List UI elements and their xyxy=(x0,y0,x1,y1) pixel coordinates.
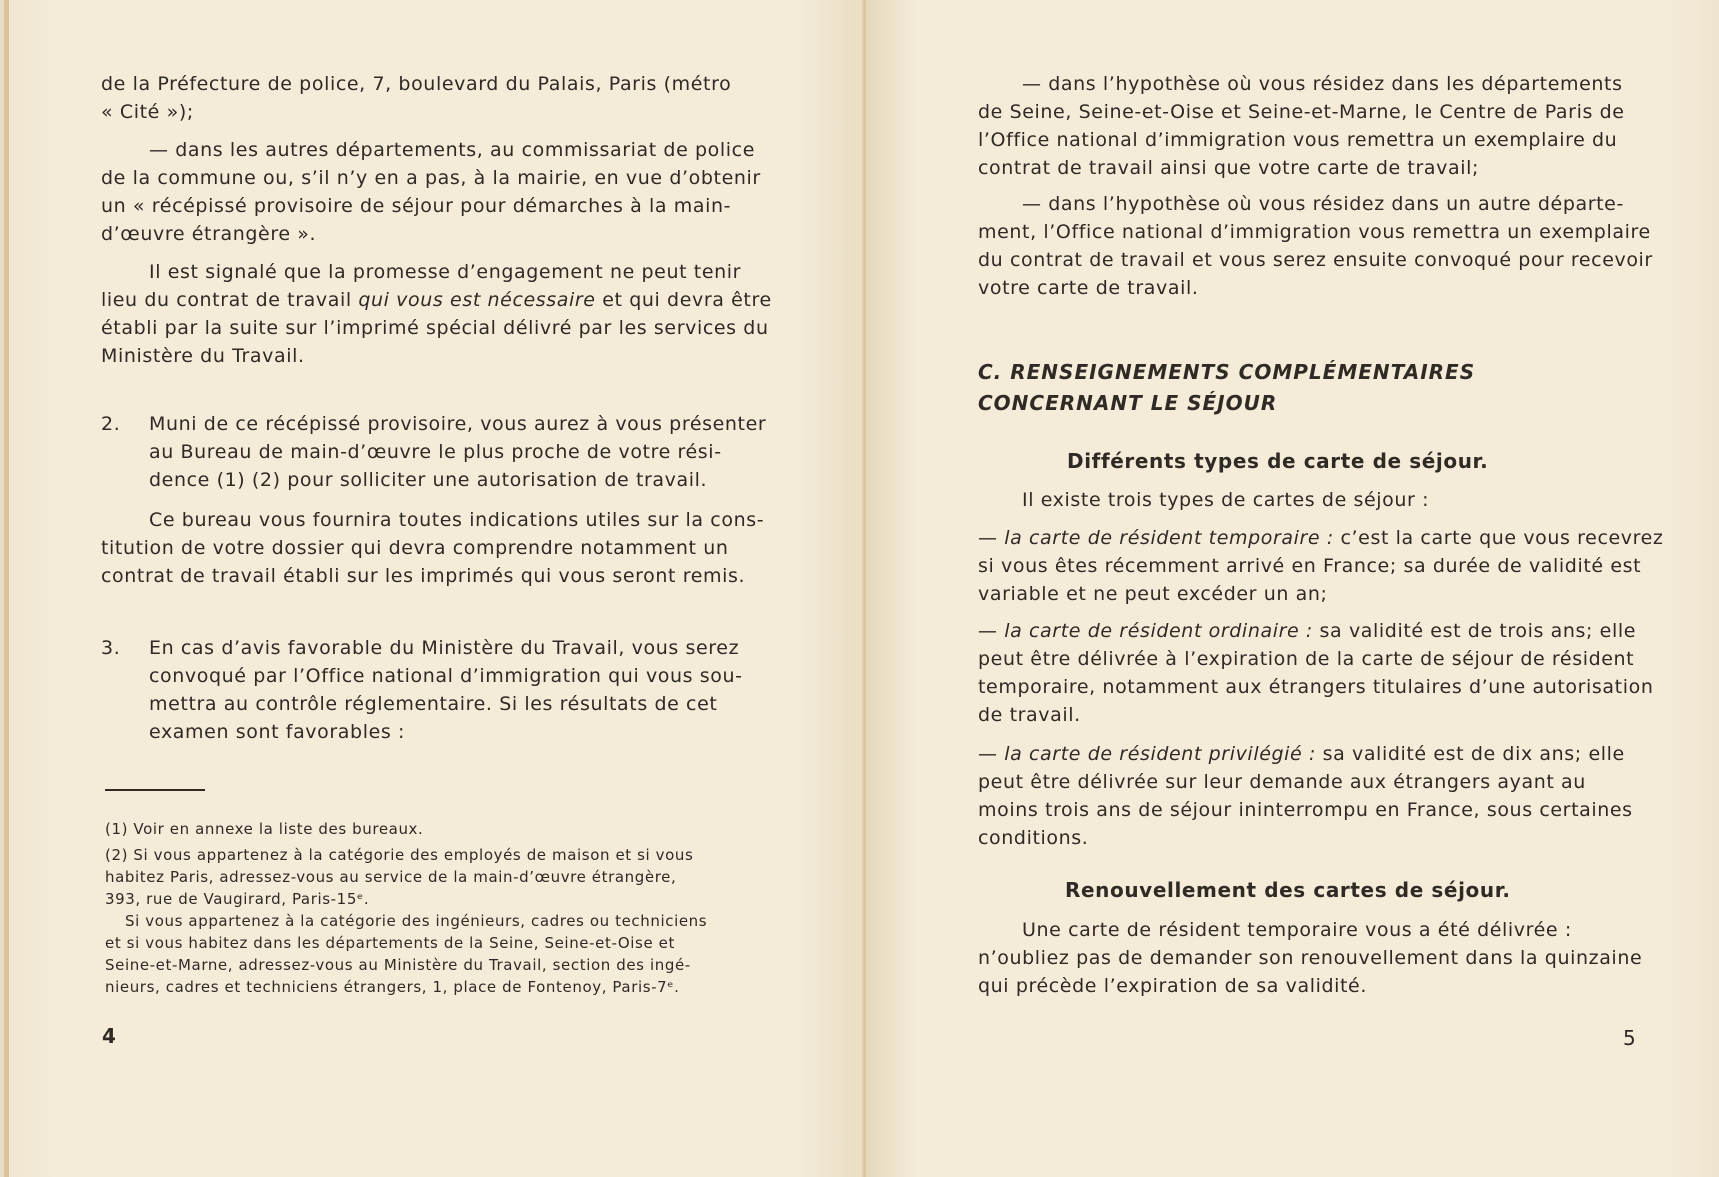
subheading-renewal: Renouvellement des cartes de séjour. xyxy=(1065,878,1511,902)
text-line: n’oubliez pas de demander son renouvellement dans la quinzaine xyxy=(978,947,1643,969)
text-run: et qui devra être xyxy=(595,289,772,311)
text-line: dence (1) (2) pour solliciter une autorisation de travail. xyxy=(149,469,708,491)
page-number: 5 xyxy=(1623,1026,1636,1050)
heading-line: C. RENSEIGNEMENTS COMPLÉMENTAIRES xyxy=(978,360,1476,384)
text-line: de travail. xyxy=(978,704,1081,726)
left-paragraph-2 xyxy=(101,136,763,248)
text-line: contrat de travail établi sur les imprimés qui vous seront remis. xyxy=(101,565,746,587)
text-line xyxy=(101,286,772,314)
text-line: habitez Paris, adressez-vous au service de la main-d’œuvre étrangère, xyxy=(105,868,677,886)
italic-text: la carte de résident privilégié : xyxy=(1004,743,1316,765)
card-type-temporary xyxy=(978,524,1664,608)
text-line: votre carte de travail. xyxy=(978,277,1199,299)
text-line: 393, rue de Vaugirard, Paris-15ᵉ. xyxy=(105,890,370,908)
text-line xyxy=(978,524,1664,552)
footnote-1 xyxy=(105,818,423,840)
italic-text: la carte de résident ordinaire : xyxy=(1004,620,1313,642)
text-line: examen sont favorables : xyxy=(149,721,406,743)
text-line: Il est signalé que la promesse d’engagement ne peut tenir xyxy=(149,261,742,283)
text-line: de Seine, Seine-et-Oise et Seine-et-Marne, le Centre de Paris de xyxy=(978,101,1625,123)
item-number: 3. xyxy=(101,637,121,659)
text-line: (2) Si vous appartenez à la catégorie des employés de maison et si vous xyxy=(105,846,694,864)
text-run: lieu du contrat de travail xyxy=(101,289,359,311)
dash: — xyxy=(978,620,1005,642)
text-run: sa validité est de dix ans; elle xyxy=(1315,743,1625,765)
text-line: En cas d’avis favorable du Ministère du Travail, vous serez xyxy=(149,637,740,659)
text-line xyxy=(978,740,1638,768)
subheading-card-types: Différents types de carte de séjour. xyxy=(1067,449,1489,473)
text-line: (1) Voir en annexe la liste des bureaux. xyxy=(105,820,424,838)
text-line: de la Préfecture de police, 7, boulevard du Palais, Paris (métro xyxy=(101,73,732,95)
section-c-heading xyxy=(978,357,1475,419)
text-line: et si vous habitez dans les départements de la Seine, Seine-et-Oise et xyxy=(105,934,675,952)
text-line: d’œuvre étrangère ». xyxy=(101,223,317,245)
text-line: convoqué par l’Office national d’immigration qui vous sou- xyxy=(149,665,743,687)
text-line: Ce bureau vous fournira toutes indications utiles sur la cons- xyxy=(149,509,765,531)
text-line: nieurs, cadres et techniciens étrangers, 1, place de Fontenoy, Paris-7ᵉ. xyxy=(105,978,680,996)
text-line: Muni de ce récépissé provisoire, vous aurez à vous présenter xyxy=(149,413,767,435)
text-line xyxy=(978,617,1638,645)
left-paragraph-1 xyxy=(101,70,763,126)
left-page xyxy=(4,0,866,1177)
text-line: mettra au contrôle réglementaire. Si les résultats de cet xyxy=(149,693,718,715)
italic-text: la carte de résident temporaire : xyxy=(1004,527,1334,549)
text-line: peut être délivrée à l’expiration de la carte de séjour de résident xyxy=(978,648,1635,670)
dash: — xyxy=(978,743,1005,765)
text-line: — dans l’hypothèse où vous résidez dans les départements xyxy=(1022,73,1623,95)
text-run: c’est la carte que vous recevrez xyxy=(1333,527,1664,549)
text-line: contrat de travail ainsi que votre carte de travail; xyxy=(978,157,1479,179)
dash: — xyxy=(978,527,1005,549)
text-line: Seine-et-Marne, adressez-vous au Ministère du Travail, section des ingé- xyxy=(105,956,691,974)
text-line: de la commune ou, s’il n’y en a pas, à la mairie, en vue d’obtenir xyxy=(101,167,761,189)
text-line: — dans les autres départements, au commissariat de police xyxy=(149,139,755,161)
text-line: temporaire, notamment aux étrangers titulaires d’une autorisation xyxy=(978,676,1654,698)
item-number: 2. xyxy=(101,413,121,435)
left-item-3 xyxy=(101,634,763,746)
footnote-separator xyxy=(105,789,205,791)
text-line: Une carte de résident temporaire vous a été délivrée : xyxy=(1022,919,1572,941)
heading-line: CONCERNANT LE SÉJOUR xyxy=(978,391,1278,415)
text-line: titution de votre dossier qui devra comprendre notamment un xyxy=(101,537,729,559)
text-line: Il existe trois types de cartes de séjour : xyxy=(1022,489,1430,511)
text-line: au Bureau de main-d’œuvre le plus proche de votre rési- xyxy=(149,441,722,463)
page-number: 4 xyxy=(102,1024,116,1048)
text-line: du contrat de travail et vous serez ensuite convoqué pour recevoir xyxy=(978,249,1653,271)
left-item-2 xyxy=(101,410,767,494)
text-line: Ministère du Travail. xyxy=(101,345,305,367)
text-line: « Cité »); xyxy=(101,101,194,123)
text-line: Si vous appartenez à la catégorie des ingénieurs, cadres ou techniciens xyxy=(125,912,708,930)
right-paragraph-1 xyxy=(978,70,1638,182)
right-page xyxy=(866,0,1719,1177)
italic-text: qui vous est nécessaire xyxy=(358,289,596,311)
text-line: ment, l’Office national d’immigration vous remettra un exemplaire xyxy=(978,221,1651,243)
text-line: l’Office national d’immigration vous remettra un exemplaire du xyxy=(978,129,1618,151)
text-line: moins trois ans de séjour ininterrompu en France, sous certaines xyxy=(978,799,1633,821)
text-line: — dans l’hypothèse où vous résidez dans un autre départe- xyxy=(1022,193,1624,215)
footnote-2 xyxy=(105,844,693,910)
right-paragraph-2 xyxy=(978,190,1653,302)
text-line: peut être délivrée sur leur demande aux étrangers ayant au xyxy=(978,771,1586,793)
left-paragraph-4 xyxy=(101,506,763,590)
page-edge xyxy=(4,0,9,1177)
text-line: conditions. xyxy=(978,827,1089,849)
card-type-ordinary xyxy=(978,617,1654,729)
text-line: variable et ne peut excéder un an; xyxy=(978,583,1328,605)
text-line: établi par la suite sur l’imprimé spécial délivré par les services du xyxy=(101,317,769,339)
footnote-3 xyxy=(105,910,707,998)
text-line: qui précède l’expiration de sa validité. xyxy=(978,975,1367,997)
text-line: un « récépissé provisoire de séjour pour démarches à la main- xyxy=(101,195,732,217)
text-run: sa validité est de trois ans; elle xyxy=(1312,620,1637,642)
intro-line xyxy=(1022,486,1429,514)
left-paragraph-3 xyxy=(101,258,772,370)
card-type-privileged xyxy=(978,740,1638,852)
text-line: si vous êtes récemment arrivé en France; sa durée de validité est xyxy=(978,555,1642,577)
renewal-paragraph xyxy=(978,916,1643,1000)
